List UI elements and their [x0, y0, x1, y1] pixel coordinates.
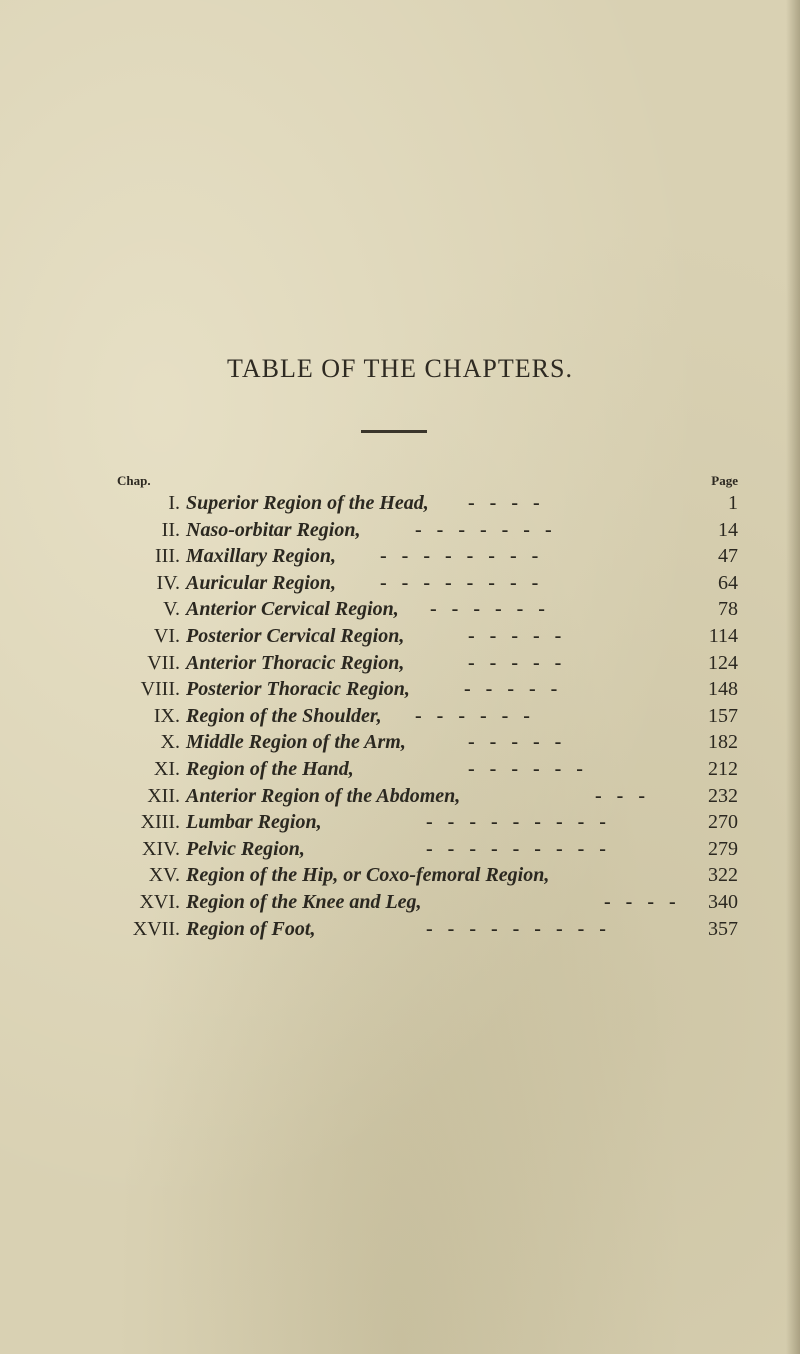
leader-dashes: - - -	[595, 784, 650, 807]
leader-dashes: - - - - - - - -	[380, 571, 544, 594]
chapter-column-header: Chap.	[117, 473, 151, 488]
page-number: 232	[708, 784, 738, 807]
table-of-contents	[0, 490, 800, 942]
chapter-title: Anterior Thoracic Region,	[186, 651, 405, 674]
chapter-title: Region of the Shoulder,	[186, 704, 382, 727]
leader-dashes: - - - - - - - - -	[426, 811, 611, 834]
chapter-number: XV.	[148, 864, 180, 887]
toc-row	[0, 543, 800, 570]
chapter-title: Posterior Thoracic Region,	[186, 678, 410, 701]
page-number: 1	[728, 492, 738, 514]
page-number: 357	[708, 917, 738, 940]
chapter-number: IX.	[153, 704, 180, 727]
chapter-title: Posterior Cervical Region,	[186, 624, 405, 647]
toc-row	[0, 809, 800, 836]
chapter-title: Middle Region of the Arm,	[186, 731, 406, 754]
chapter-number: VII.	[147, 651, 180, 674]
chapter-number: III.	[155, 545, 180, 568]
chapter-title: Anterior Region of the Abdomen,	[186, 784, 461, 807]
toc-row	[0, 490, 800, 517]
chapter-title: Region of the Knee and Leg,	[186, 890, 422, 913]
chapter-number: XVI.	[139, 890, 180, 913]
chapter-title: Lumbar Region,	[186, 811, 322, 834]
chapter-number: X.	[160, 731, 180, 754]
page-number: 124	[708, 651, 738, 674]
chapter-number: XVII.	[132, 917, 180, 940]
page-number: 322	[708, 864, 738, 887]
chapter-title: Anterior Cervical Region,	[186, 598, 399, 621]
leader-dashes: - - - - - - - - -	[426, 917, 611, 940]
chapter-number: VI.	[153, 624, 180, 647]
toc-row	[0, 836, 800, 863]
page-number: 47	[718, 545, 738, 568]
leader-dashes: - - - - - - - - -	[426, 837, 611, 860]
toc-row	[0, 676, 800, 703]
chapter-title: Region of Foot,	[186, 917, 316, 940]
toc-row	[0, 783, 800, 810]
page-number: 182	[708, 731, 738, 754]
page-number: 64	[718, 571, 738, 594]
leader-dashes: - - - -	[468, 492, 545, 514]
chapter-number: V.	[163, 598, 180, 621]
toc-row	[0, 756, 800, 783]
chapter-title: Naso-orbitar Region,	[186, 518, 361, 541]
chapter-title: Pelvic Region,	[186, 837, 305, 860]
chapter-number: IV.	[156, 571, 180, 594]
toc-row	[0, 650, 800, 677]
leader-dashes: - - - - - -	[468, 757, 588, 780]
toc-row	[0, 623, 800, 650]
toc-row	[0, 517, 800, 544]
chapter-title: Region of the Hand,	[186, 757, 354, 780]
leader-dashes: - - - - -	[464, 678, 563, 701]
chapter-number: XII.	[147, 784, 180, 807]
chapter-title: Region of the Hip, or Coxo-femoral Region,	[186, 864, 550, 887]
page-number: 157	[708, 704, 738, 727]
leader-dashes: - - - - - - - -	[380, 545, 544, 568]
chapter-title: Superior Region of the Head,	[186, 492, 429, 514]
page-number: 279	[708, 837, 738, 860]
page-number: 14	[718, 518, 738, 541]
page-number: 78	[718, 598, 738, 621]
page-number: 148	[708, 678, 738, 701]
toc-row	[0, 570, 800, 597]
leader-dashes: - - - - - -	[415, 704, 535, 727]
chapter-number: VIII.	[140, 678, 180, 701]
toc-row	[0, 596, 800, 623]
leader-dashes: - - - -	[604, 890, 681, 913]
chapter-number: II.	[161, 518, 180, 541]
chapter-title: Maxillary Region,	[186, 545, 337, 568]
page-number: 212	[708, 757, 738, 780]
toc-row	[0, 729, 800, 756]
page-column-header: Page	[711, 473, 738, 488]
toc-row	[0, 889, 800, 916]
chapter-number: XIV.	[142, 837, 180, 860]
chapter-number: XIII.	[140, 811, 180, 834]
chapter-number: I.	[168, 492, 180, 514]
toc-row	[0, 862, 800, 889]
leader-dashes: - - - - - - -	[415, 518, 557, 541]
title-rule	[361, 430, 427, 433]
toc-row	[0, 703, 800, 730]
leader-dashes: - - - - - -	[430, 598, 550, 621]
leader-dashes: - - - - -	[468, 651, 567, 674]
page-number: 114	[708, 624, 738, 647]
leader-dashes: - - - - -	[468, 731, 567, 754]
chapter-number: XI.	[153, 757, 180, 780]
toc-row	[0, 916, 800, 943]
chapter-title: Auricular Region,	[186, 571, 337, 594]
page-number: 270	[708, 811, 738, 834]
page-title: TABLE OF THE CHAPTERS.	[227, 354, 573, 383]
leader-dashes: - - - - -	[468, 624, 567, 647]
page-number: 340	[708, 890, 738, 913]
